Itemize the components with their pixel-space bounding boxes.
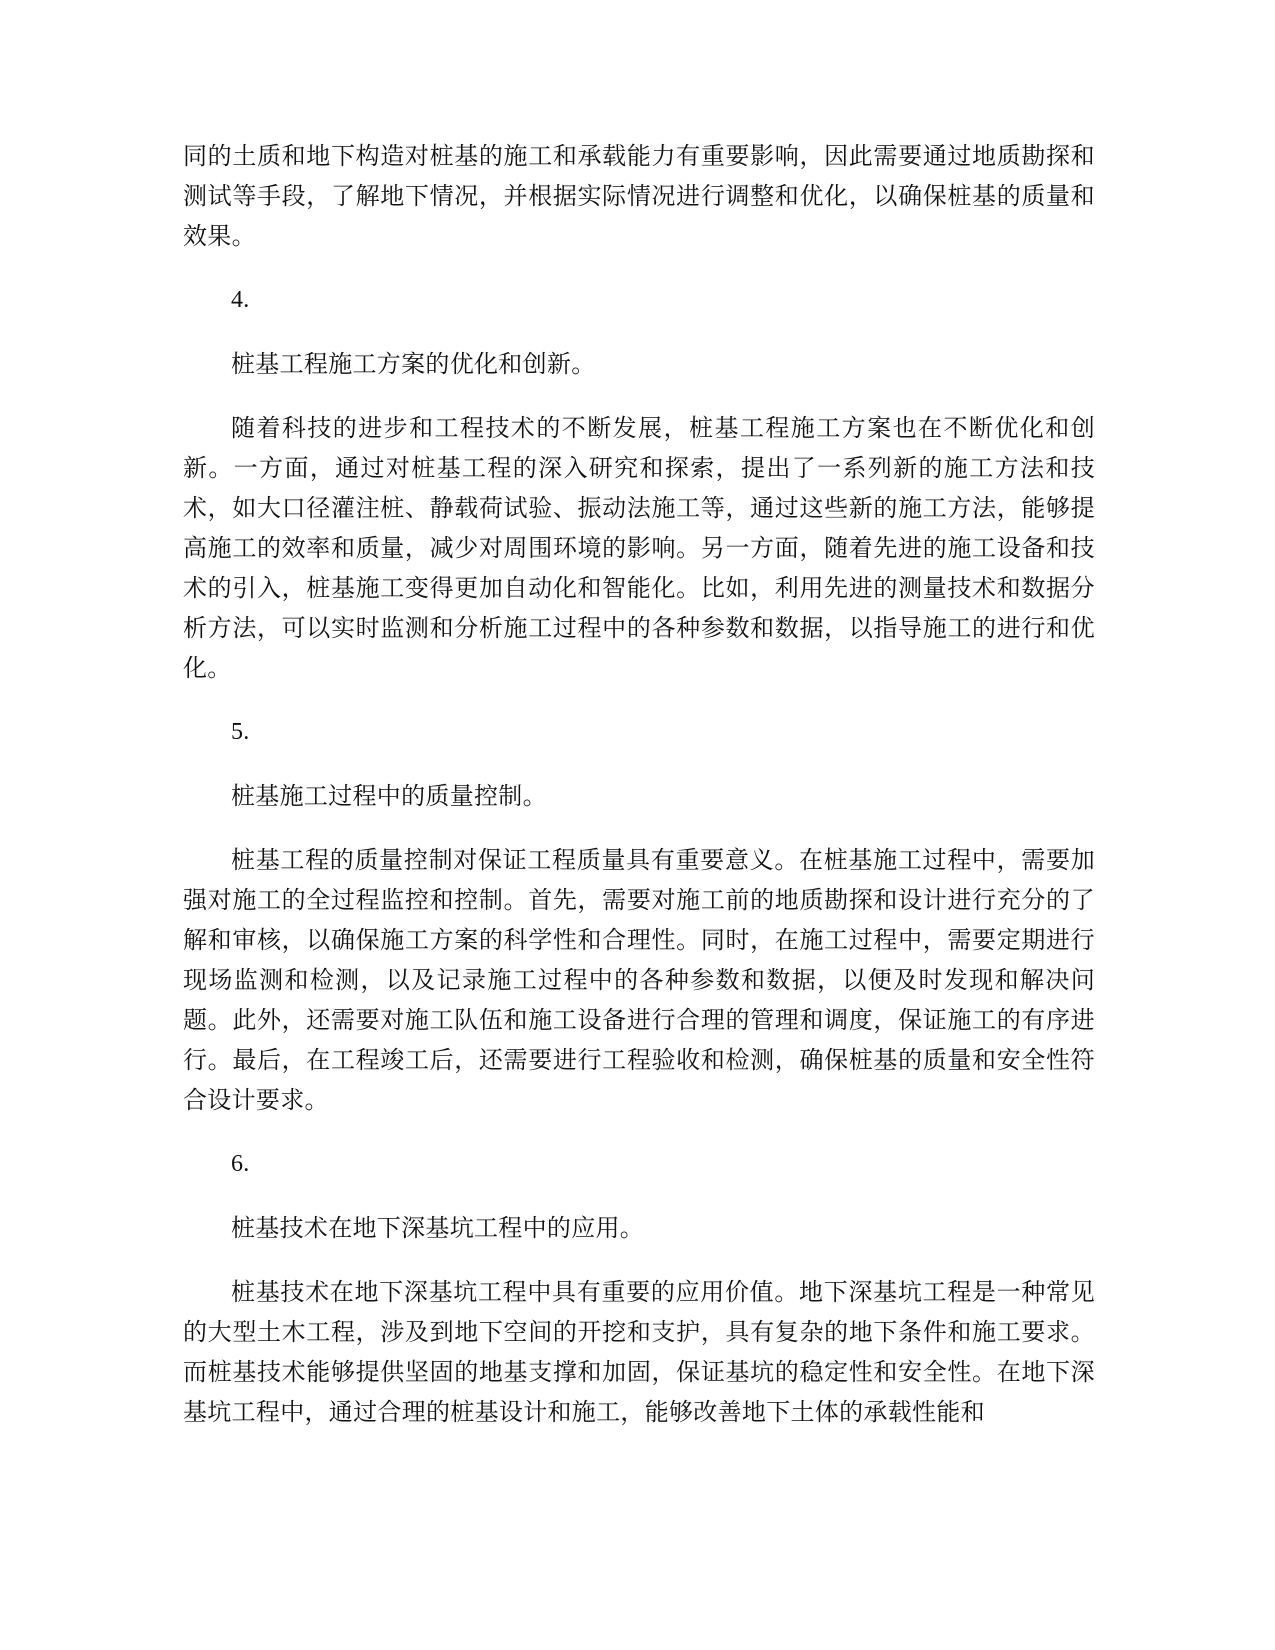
section-number-4: 4.	[231, 287, 250, 313]
section-number-5: 5.	[231, 719, 250, 745]
section-heading-4: 桩基工程施工方案的优化和创新。	[231, 350, 596, 378]
section-body-6: 桩基技术在地下深基坑工程中具有重要的应用价值。地下深基坑工程是一种常见的大型土木工程，涉及到地下空间的开挖和支护，具有复杂的地下条件和施工要求。而桩基技术能够提供坚固的地基支撑和加固，保证基坑的稳定性和安全性。在地下深基坑工程中，通过合理的桩基设计和施工，能够改善地下土体的承载性能和	[183, 1278, 1095, 1426]
section-heading-6: 桩基技术在地下深基坑工程中的应用。	[231, 1214, 645, 1242]
section-heading-5: 桩基施工过程中的质量控制。	[231, 782, 547, 810]
section-body-5: 桩基工程的质量控制对保证工程质量具有重要意义。在桩基施工过程中，需要加强对施工的全过程监控和控制。首先，需要对施工前的地质勘探和设计进行充分的了解和审核，以确保施工方案的科学性和合理性。同时，在施工过程中，需要定期进行现场监测和检测，以及记录施工过程中的各种参数和数据，以便及时发现和解决问题。此外，还需要对施工队伍和施工设备进行合理的管理和调度，保证施工的有序进行。最后，在工程竣工后，还需要进行工程验收和检测，确保桩基的质量和安全性符合设计要求。	[183, 846, 1095, 1114]
document-page	[183, 136, 1095, 1432]
paragraph-continuation: 同的土质和地下构造对桩基的施工和承载能力有重要影响，因此需要通过地质勘探和测试等手段，了解地下情况，并根据实际情况进行调整和优化，以确保桩基的质量和效果。	[183, 142, 1095, 250]
section-body-4: 随着科技的进步和工程技术的不断发展，桩基工程施工方案也在不断优化和创新。一方面，通过对桩基工程的深入研究和探索，提出了一系列新的施工方法和技术，如大口径灌注桩、静载荷试验、振动法施工等，通过这些新的施工方法，能够提高施工的效率和质量，减少对周围环境的影响。另一方面，随着先进的施工设备和技术的引入，桩基施工变得更加自动化和智能化。比如，利用先进的测量技术和数据分析方法，可以实时监测和分析施工过程中的各种参数和数据，以指导施工的进行和优化。	[183, 414, 1095, 682]
section-number-6: 6.	[231, 1151, 250, 1177]
